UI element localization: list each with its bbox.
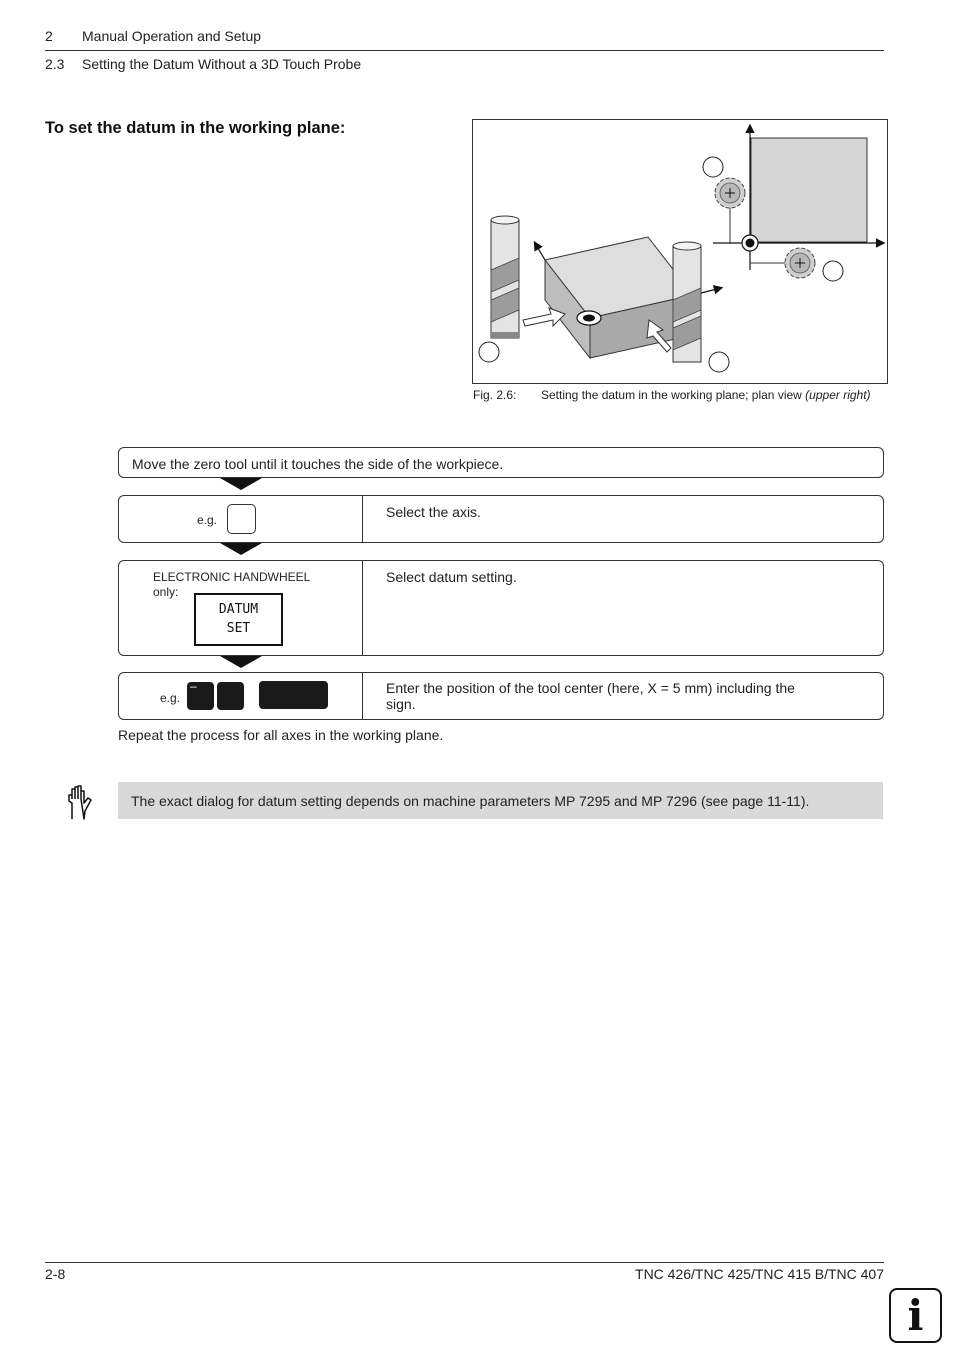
figure-caption-text: Setting the datum in the working plane; plan view (541, 388, 806, 402)
flow-arrow-icon (220, 543, 262, 555)
softkey-line1: DATUM (218, 602, 259, 617)
step-enter-position (118, 672, 884, 720)
note-text: The exact dialog for datum setting depends on machine parameters MP 7295 and MP 7296 (see page 11-11). (131, 793, 810, 809)
plan-view (703, 126, 883, 281)
step-select-datum-text: Select datum setting. (386, 569, 517, 585)
handwheel-label: ELECTRONIC HANDWHEEL (153, 570, 311, 584)
datum-set-softkey[interactable] (194, 593, 283, 646)
step-move-tool (118, 447, 884, 478)
footer-rule (45, 1262, 884, 1263)
end-mill-left (491, 216, 519, 338)
info-icon (889, 1288, 942, 1343)
step-enter-position-text-line1: Enter the position of the tool center (here, X = 5 mm) including the (386, 680, 795, 696)
section-number: 2.3 (45, 56, 65, 72)
softkey-line2: SET (226, 621, 251, 636)
chapter-title: Manual Operation and Setup (82, 28, 262, 44)
figure-caption-label: Fig. 2.6: (473, 388, 517, 402)
enter-key[interactable] (259, 681, 328, 709)
page-number: 2-8 (45, 1266, 66, 1282)
cutter-icon (785, 248, 815, 278)
figure-caption-italic: (upper right) (805, 388, 871, 402)
minus-key-label: – (190, 679, 197, 693)
flow-arrow-icon (220, 478, 262, 490)
chapter-number: 2 (45, 28, 53, 44)
cutter-icon (715, 178, 745, 208)
handwheel-only-label: only: (153, 585, 179, 599)
note-box (118, 782, 883, 819)
product-name: TNC 426/TNC 425/TNC 415 B/TNC 407 (635, 1266, 884, 1282)
digit-key[interactable] (217, 682, 244, 710)
info-letter: i (907, 1291, 924, 1340)
pointing-hand-icon (66, 783, 94, 821)
header-rule (45, 50, 884, 51)
figure-datum-working-plane (472, 119, 888, 384)
repeat-instruction: Repeat the process for all axes in the working plane. (118, 727, 444, 743)
section-heading: To set the datum in the working plane: (45, 119, 346, 137)
minus-key[interactable] (187, 679, 214, 710)
figure-caption (541, 388, 871, 402)
flow-arrow-icon (220, 656, 262, 668)
eg-label: e.g. (160, 691, 181, 705)
step-select-datum (118, 560, 884, 656)
section-title: Setting the Datum Without a 3D Touch Probe (82, 56, 362, 72)
step-enter-position-text-line2: sign. (386, 696, 416, 712)
step-move-tool-text: Move the zero tool until it touches the side of the workpiece. (132, 456, 504, 472)
end-mill-right (673, 242, 701, 362)
step-select-axis-text: Select the axis. (386, 504, 481, 520)
axis-key[interactable] (227, 504, 256, 534)
eg-label: e.g. (197, 513, 218, 527)
figure-illustration (473, 120, 887, 383)
step-select-axis (118, 495, 884, 543)
